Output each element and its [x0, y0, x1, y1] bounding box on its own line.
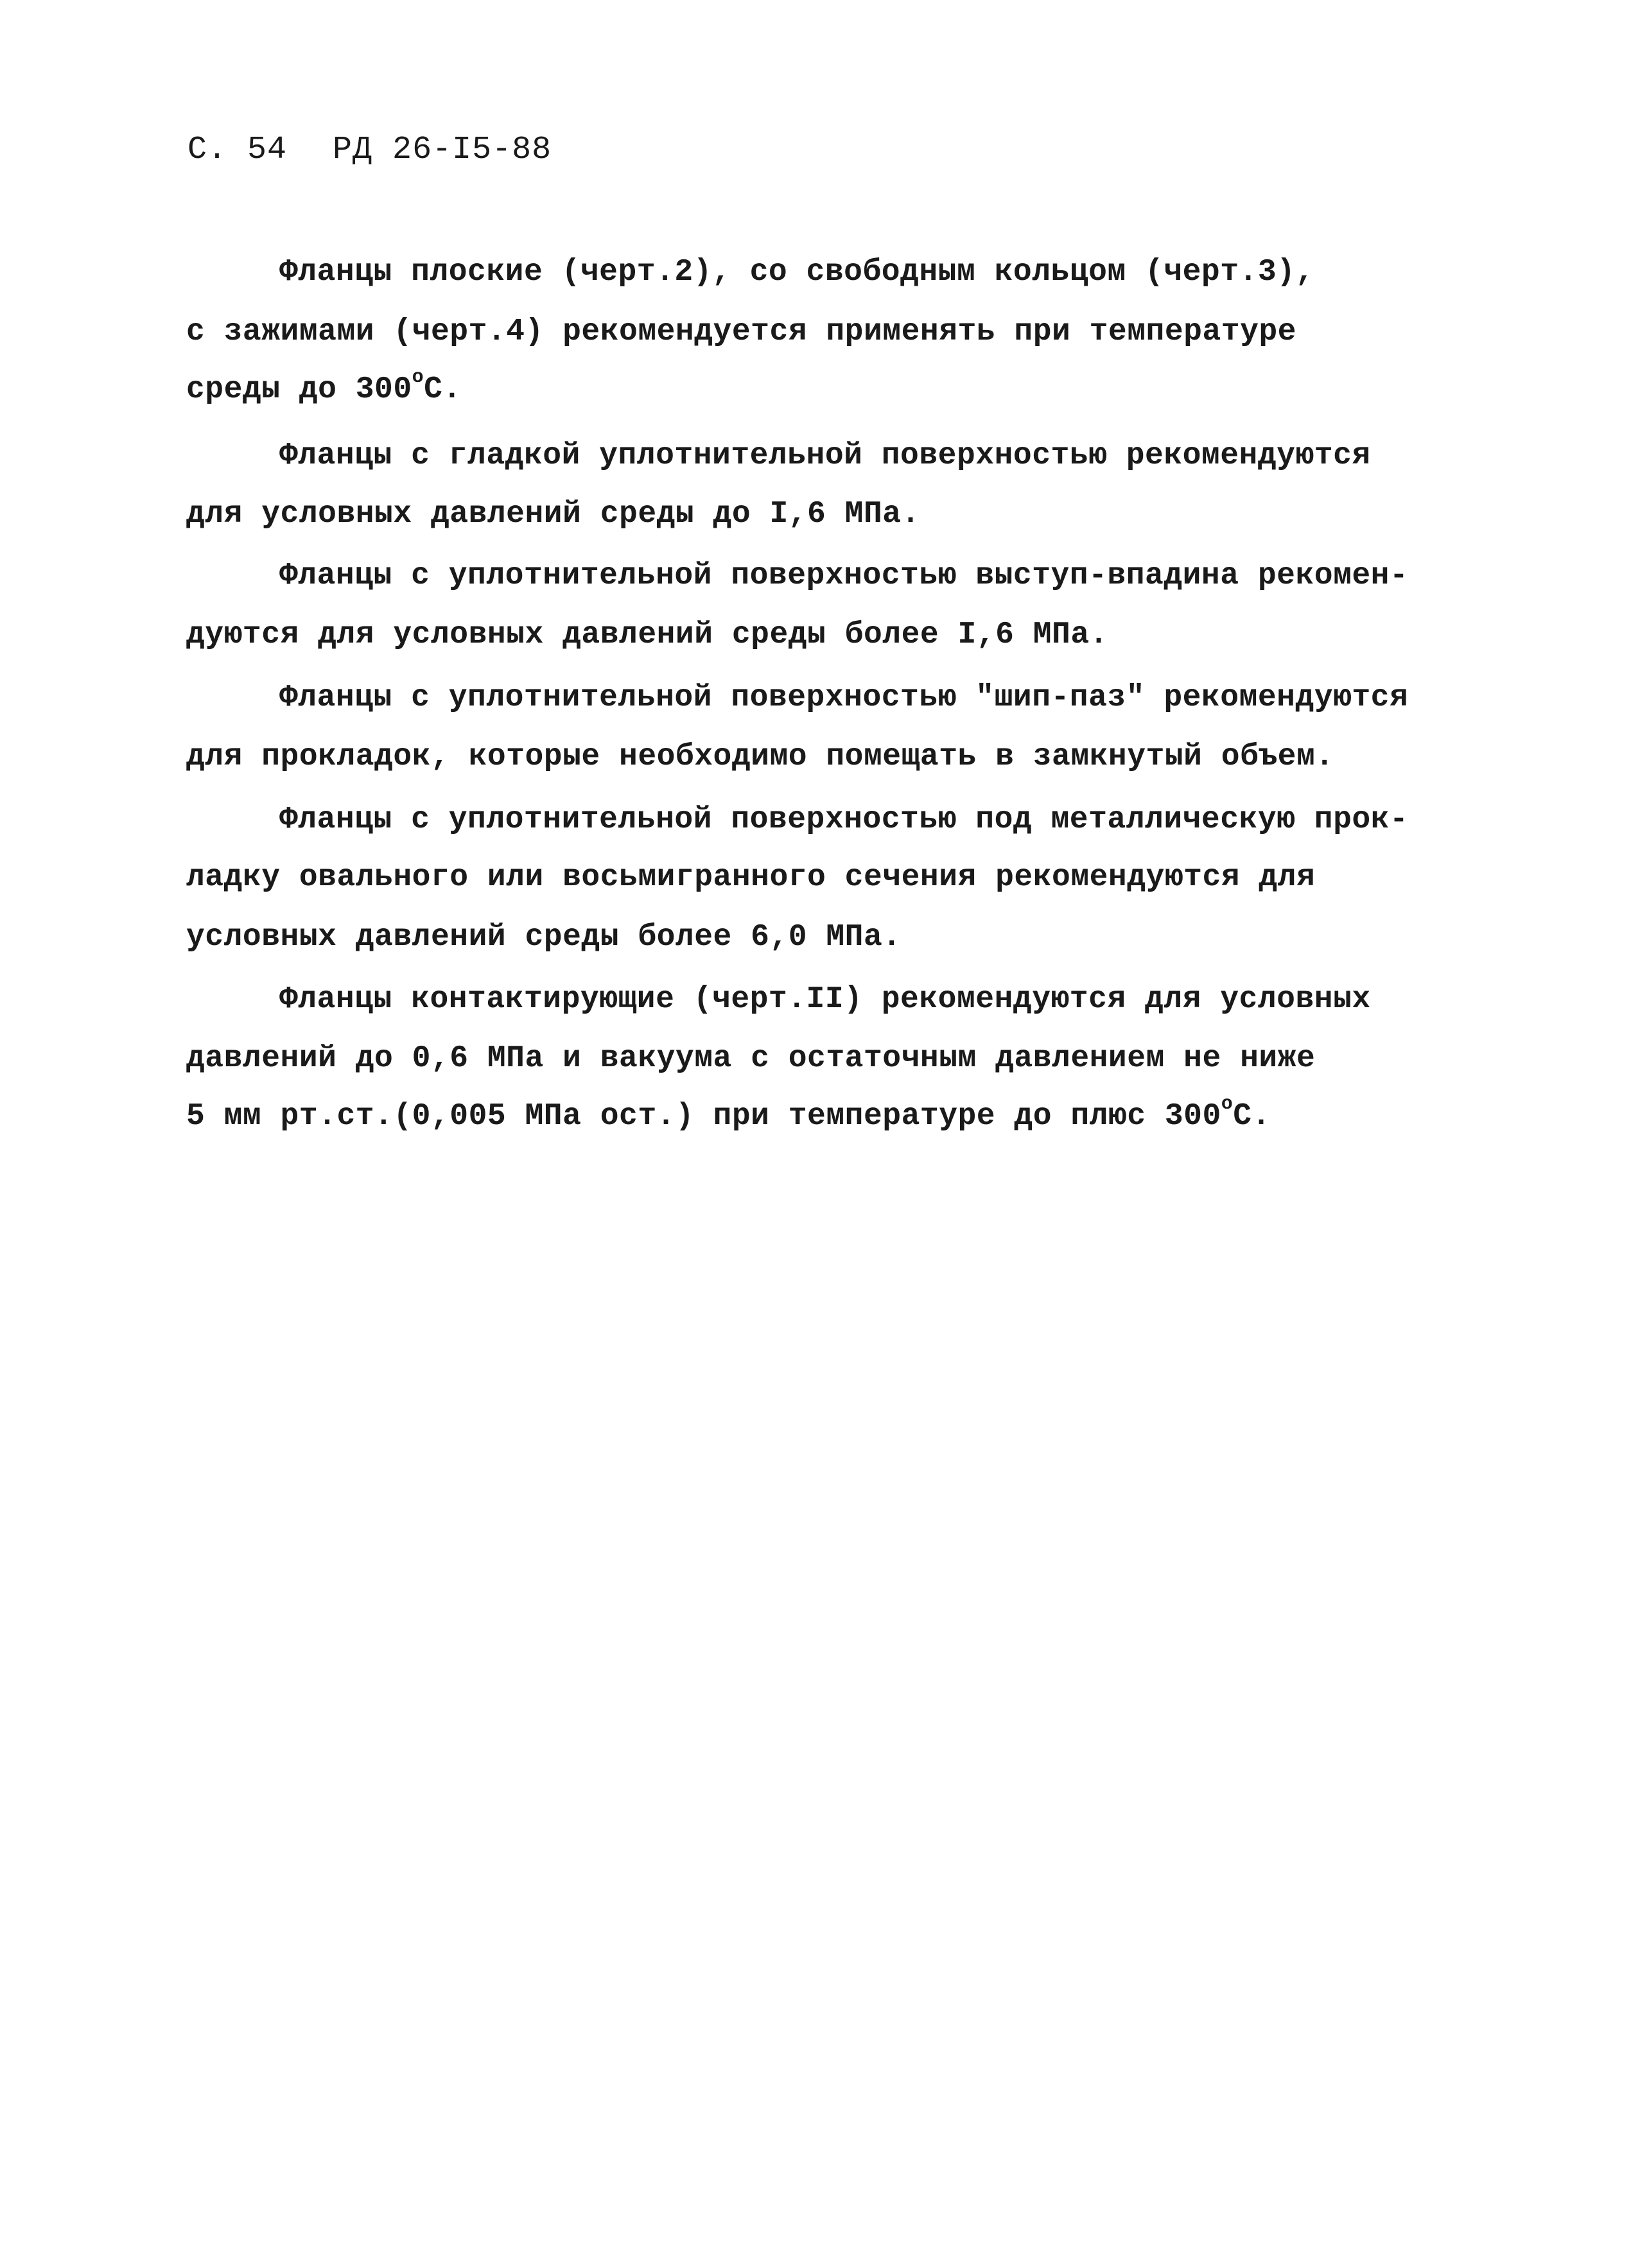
text-line [186, 367, 462, 407]
page-header [188, 132, 552, 168]
text-line [186, 1093, 1271, 1134]
text-line: условных давлений среды более 6,0 МПа. [186, 920, 902, 955]
text-line: Фланцы с уплотнительной поверхностью выступ-впадина рекомен- [279, 558, 1409, 593]
text-fragment: 5 мм рт.ст.(0,005 МПа ост.) при температуре до плюс 300 [186, 1099, 1221, 1134]
text-fragment: среды до 300 [186, 372, 412, 407]
text-line: Фланцы с уплотнительной поверхностью "шип-паз" рекомендуются [279, 680, 1409, 715]
text-line: с зажимами (черт.4) рекомендуется применять при температуре [186, 315, 1296, 349]
text-line: Фланцы с гладкой уплотнительной поверхностью рекомендуются [279, 438, 1371, 473]
text-fragment: С. [424, 372, 462, 407]
text-line: дуются для условных давлений среды более I,6 МПа. [186, 618, 1108, 652]
degree-superscript: о [412, 367, 424, 388]
page-number: С. 54 [188, 132, 288, 168]
text-line: для условных давлений среды до I,6 МПа. [186, 497, 920, 532]
text-line: Фланцы с уплотнительной поверхностью под металлическую прок- [279, 802, 1409, 837]
text-line: Фланцы плоские (черт.2), со свободным кольцом (черт.3), [279, 255, 1314, 290]
text-line: ладку овального или восьмигранного сечения рекомендуются для [186, 860, 1316, 895]
text-line: Фланцы контактирующие (черт.II) рекомендуются для условных [279, 982, 1371, 1017]
text-fragment: С. [1233, 1099, 1271, 1134]
degree-superscript: о [1221, 1093, 1234, 1115]
text-line: давлений до 0,6 МПа и вакуума с остаточным давлением не ниже [186, 1041, 1316, 1076]
text-line: для прокладок, которые необходимо помещать в замкнутый объем. [186, 740, 1334, 774]
document-code: РД 26-I5-88 [333, 132, 552, 168]
